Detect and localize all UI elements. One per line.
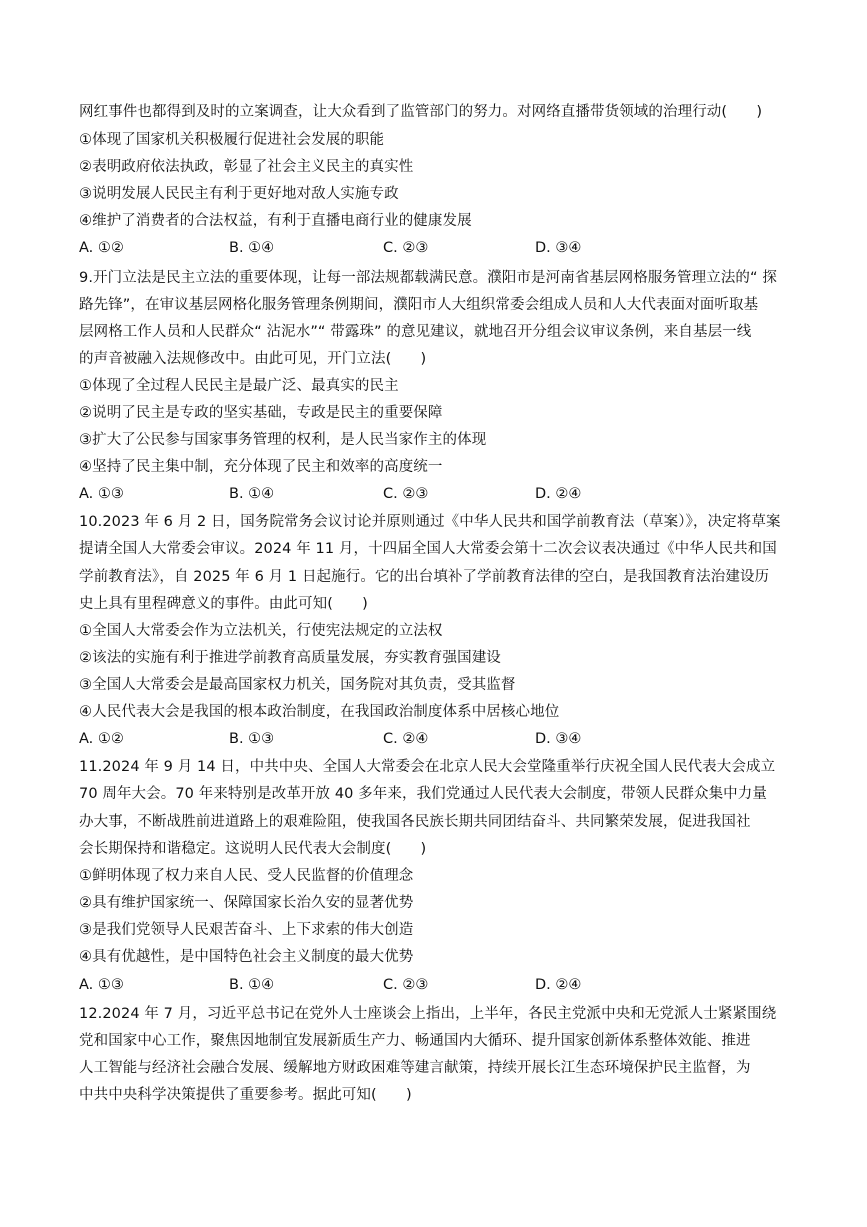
q9-line-8: ④坚持了民主集中制，充分体现了民主和效率的高度统一 [79, 459, 443, 475]
q11-line-8: ④具有优越性，是中国特色社会主义制度的最大优势 [79, 949, 414, 965]
q12-line-1: 12.2024 年 7 月，习近平总书记在党外人士座谈会上指出，上半年，各民主党派中央和无党派人士紧紧围绕 [79, 1006, 777, 1022]
q10-line-8: ④人民代表大会是我国的根本政治制度，在我国政治制度体系中居核心地位 [79, 704, 560, 720]
q9-option-d: D. ②④ [535, 486, 582, 502]
q10-option-d: D. ③④ [535, 731, 582, 747]
q8-line-4: ③说明发展人民民主有利于更好地对敌人实施专政 [79, 186, 399, 202]
q9-line-2: 路先锋”，在审议基层网格化服务管理条例期间，濮阳市人大组织常委会组成人员和人大代表面对面听取基 [79, 297, 759, 313]
q11-option-b: B. ①④ [229, 977, 275, 993]
q8-option-c: C. ②③ [383, 240, 429, 256]
q10-line-7: ③全国人大常委会是最高国家权力机关，国务院对其负责，受其监督 [79, 677, 516, 693]
q10-line-5: ①全国人大常委会作为立法机关，行使宪法规定的立法权 [79, 623, 443, 639]
q8-option-a: A. ①② [79, 240, 124, 256]
q10-line-4: 史上具有里程碑意义的事件。由此可知( ) [79, 596, 368, 612]
q12-line-4: 中共中央科学决策提供了重要参考。据此可知( ) [79, 1087, 412, 1103]
q9-line-4: 的声音被融入法规修改中。由此可见，开门立法( ) [79, 351, 427, 367]
q11-line-4: 会长期保持和谐稳定。这说明人民代表大会制度( ) [79, 841, 427, 857]
q9-option-b: B. ①④ [229, 486, 275, 502]
q8-option-b: B. ①④ [229, 240, 275, 256]
q9-line-1: 9.开门立法是民主立法的重要体现，让每一部法规都载满民意。濮阳市是河南省基层网格服务管理立法的“ 探 [79, 270, 777, 286]
q11-line-5: ①鲜明体现了权力来自人民、受人民监督的价值理念 [79, 868, 414, 884]
q11-line-2: 70 周年大会。70 年来特别是改革开放 40 多年来，我们党通过人民代表大会制度，带领人民群众集中力量 [79, 786, 767, 802]
q11-line-6: ②具有维护国家统一、保障国家长治久安的显著优势 [79, 895, 414, 911]
q8-option-d: D. ③④ [535, 240, 582, 256]
q11-line-3: 办大事，不断战胜前进道路上的艰难险阻，使我国各民族长期共同团结奋斗、共同繁荣发展，促进我国社 [79, 814, 751, 830]
q11-option-d: D. ②④ [535, 977, 582, 993]
q9-line-7: ③扩大了公民参与国家事务管理的权利，是人民当家作主的体现 [79, 432, 487, 448]
q11-option-a: A. ①③ [79, 977, 124, 993]
q9-line-6: ②说明了民主是专政的坚实基础，专政是民主的重要保障 [79, 405, 443, 421]
q10-option-c: C. ②④ [383, 731, 429, 747]
q10-line-3: 学前教育法》，自 2025 年 6 月 1 日起施行。它的出台填补了学前教育法律的空白，是我国教育法治建设历 [79, 569, 770, 585]
q10-option-b: B. ①③ [229, 731, 275, 747]
q11-line-1: 11.2024 年 9 月 14 日，中共中央、全国人大常委会在北京人民大会堂隆重举行庆祝全国人民代表大会成立 [79, 759, 776, 775]
q9-line-5: ①体现了全过程人民民主是最广泛、最真实的民主 [79, 378, 399, 394]
q8-line-2: ①体现了国家机关积极履行促进社会发展的职能 [79, 132, 385, 148]
q10-line-1: 10.2023 年 6 月 2 日，国务院常务会议讨论并原则通过《中华人民共和国学前教育法（草案）》，决定将草案 [79, 514, 781, 530]
q12-line-3: 人工智能与经济社会融合发展、缓解地方财政困难等建言献策，持续开展长江生态环境保护民主监督，为 [79, 1060, 751, 1076]
q10-line-6: ②该法的实施有利于推进学前教育高质量发展，夯实教育强国建设 [79, 650, 501, 666]
q12-line-2: 党和国家中心工作，聚焦因地制宜发展新质生产力、畅通国内大循环、提升国家创新体系整体效能、推进 [79, 1033, 751, 1049]
q8-line-5: ④维护了消费者的合法权益，有利于直播电商行业的健康发展 [79, 213, 472, 229]
q8-line-1: 网红事件也都得到及时的立案调查，让大众看到了监管部门的努力。对网络直播带货领域的治理行动( ) [79, 104, 763, 120]
q11-line-7: ③是我们党领导人民艰苦奋斗、上下求索的伟大创造 [79, 922, 414, 938]
q11-option-c: C. ②③ [383, 977, 429, 993]
q9-line-3: 层网格工作人员和人民群众“ 沾泥水”“ 带露珠” 的意见建议，就地召开分组会议审议条例，来自基层一线 [79, 324, 752, 340]
q9-option-a: A. ①③ [79, 486, 124, 502]
q10-option-a: A. ①② [79, 731, 124, 747]
q8-line-3: ②表明政府依法执政，彰显了社会主义民主的真实性 [79, 159, 414, 175]
q10-line-2: 提请全国人大常委会审议。2024 年 11 月，十四届全国人大常委会第十二次会议表决通过《中华人民共和国 [79, 541, 777, 557]
q9-option-c: C. ②③ [383, 486, 429, 502]
